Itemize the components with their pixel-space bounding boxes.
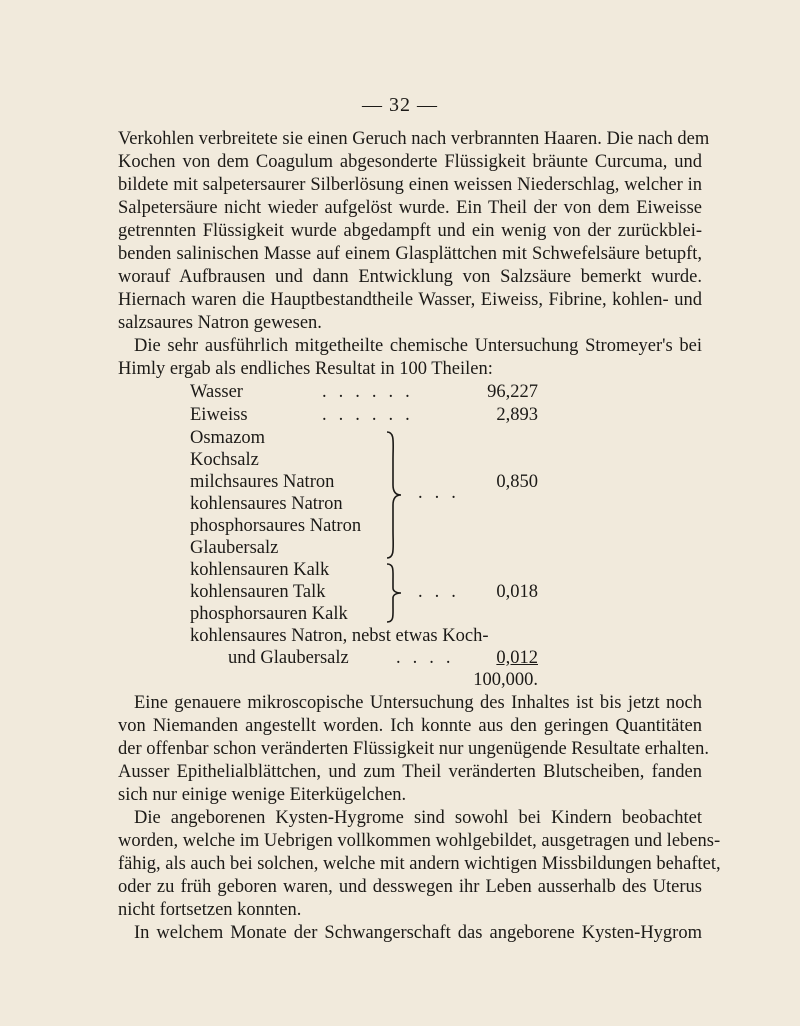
- paragraph-4-line: Die angeborenen Kysten-Hygrome sind sowohl bei Kindern beobachtet: [134, 808, 702, 828]
- page-number: — 32 —: [362, 94, 438, 116]
- paragraph-1-line: benden salinischen Masse auf einem Glasplättchen mit Schwefelsäure betupft,: [118, 244, 702, 264]
- paragraph-4-line: worden, welche im Uebrigen vollkommen wohlgebildet, ausgetragen und lebens-: [118, 831, 721, 851]
- group-2-brace: [385, 562, 403, 624]
- analysis-label-eiweiss: Eiweiss: [190, 405, 248, 425]
- analysis-value-last: 0,012: [496, 648, 538, 668]
- analysis-item: Glaubersalz: [190, 538, 279, 558]
- analysis-dots: ......: [322, 405, 422, 425]
- analysis-dots: ....: [396, 648, 463, 668]
- analysis-item: und Glaubersalz: [228, 648, 349, 668]
- analysis-item: phosphorsaures Natron: [190, 516, 362, 536]
- paragraph-4-line: nicht fortsetzen konnten.: [118, 900, 302, 920]
- paragraph-4-line: oder zu früh geboren waren, und desswegen ihr Leben ausserhalb des Uterus: [118, 877, 702, 897]
- paragraph-1-line: Hiernach waren die Hauptbestandtheile Wasser, Eiweiss, Fibrine, kohlen- und: [118, 290, 702, 310]
- paragraph-3-line: Eine genauere mikroscopische Untersuchung des Inhaltes ist bis jetzt noch: [134, 693, 702, 713]
- paragraph-1-line: Verkohlen verbreitete sie einen Geruch nach verbrannten Haaren. Die nach dem: [118, 129, 710, 149]
- analysis-value-group-1: 0,850: [496, 472, 538, 492]
- analysis-dots: ......: [322, 382, 422, 402]
- group-1-brace: [385, 430, 403, 560]
- paragraph-3-line: der offenbar schon veränderten Flüssigkeit nur ungenügende Resultate erhalten.: [118, 739, 709, 759]
- analysis-label-wasser: Wasser: [190, 382, 243, 402]
- analysis-item: phosphorsauren Kalk: [190, 604, 348, 624]
- paragraph-1-line: salzsaures Natron gewesen.: [118, 313, 322, 333]
- analysis-item: Kochsalz: [190, 450, 259, 470]
- paragraph-1-line: Kochen von dem Coagulum abgesonderte Flüssigkeit bräunte Curcuma, und: [118, 152, 702, 172]
- analysis-value-group-2: 0,018: [496, 582, 538, 602]
- paragraph-3-line: Ausser Epithelialblättchen, und zum Theil veränderten Blutscheiben, fanden: [118, 762, 702, 782]
- analysis-item: kohlensauren Kalk: [190, 560, 330, 580]
- paragraph-1-line: bildete mit salpetersaurer Silberlösung einen weissen Niederschlag, welcher in: [118, 175, 702, 195]
- analysis-item: milchsaures Natron: [190, 472, 335, 492]
- paragraph-1-line: Salpetersäure nicht wieder aufgelöst wurde. Ein Theil der von dem Eiweisse: [118, 198, 702, 218]
- paragraph-1-line: worauf Aufbrausen und dann Entwicklung von Salzsäure bemerkt wurde.: [118, 267, 702, 287]
- paragraph-2-line: Himly ergab als endliches Resultat in 100 Theilen:: [118, 359, 493, 379]
- paragraph-1-line: getrennten Flüssigkeit wurde abgedampft und ein wenig von der zurückblei-: [118, 221, 702, 241]
- paragraph-5-line: In welchem Monate der Schwangerschaft das angeborene Kysten-Hygrom: [134, 923, 702, 943]
- paragraph-3-line: von Niemanden angestellt worden. Ich konnte aus den geringen Quantitäten: [118, 716, 702, 736]
- analysis-total: 100,000.: [473, 670, 538, 690]
- analysis-dots: ...: [418, 582, 468, 602]
- analysis-item: kohlensaures Natron: [190, 494, 343, 514]
- analysis-item: kohlensaures Natron, nebst etwas Koch-: [190, 626, 489, 646]
- analysis-item: kohlensauren Talk: [190, 582, 326, 602]
- paragraph-3-line: sich nur einige wenige Eiterkügelchen.: [118, 785, 407, 805]
- analysis-item: Osmazom: [190, 428, 266, 448]
- paragraph-4-line: fähig, als auch bei solchen, welche mit andern wichtigen Missbildungen behaftet,: [118, 854, 721, 874]
- analysis-value-wasser: 96,227: [487, 382, 538, 402]
- paragraph-2-line: Die sehr ausführlich mitgetheilte chemische Untersuchung Stromeyer's bei: [134, 336, 702, 356]
- analysis-dots: ...: [418, 483, 468, 503]
- analysis-value-eiweiss: 2,893: [496, 405, 538, 425]
